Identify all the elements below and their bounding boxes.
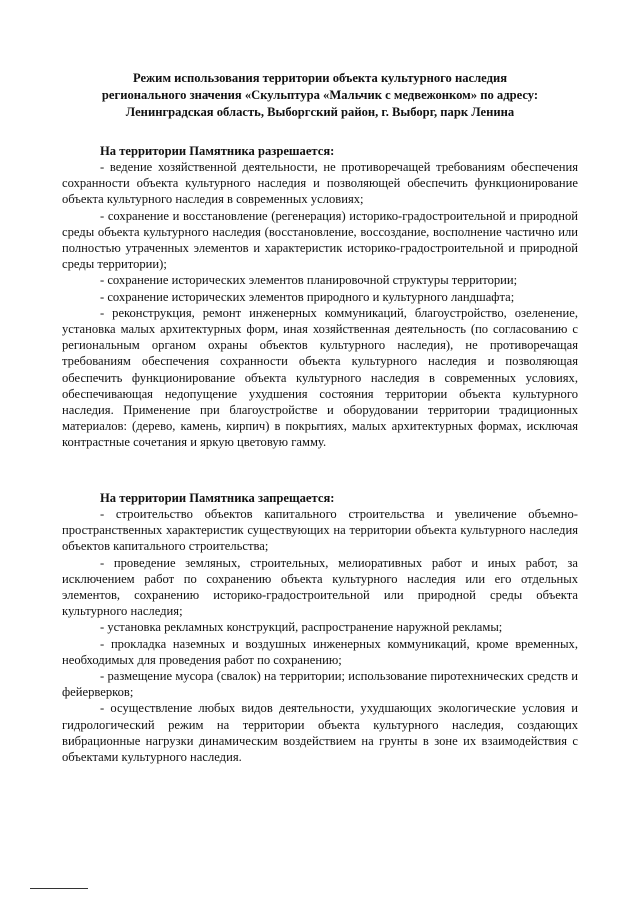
- forbidden-item: - установка рекламных конструкций, распространение наружной рекламы;: [100, 620, 503, 635]
- allowed-item: - ведение хозяйственной деятельности, не противоречащей требованиям обеспечения сохранности объекта культурного наследия и позволяющей обеспечить функционирование объекта культурного наследия в современных условиях;: [62, 160, 578, 207]
- forbidden-item: - размещение мусора (свалок) на территории; использование пиротехнических средств и фейерверков;: [62, 669, 578, 700]
- forbidden-heading: На территории Памятника запрещается:: [100, 491, 335, 505]
- footer-rule: [30, 888, 88, 889]
- forbidden-item: - проведение земляных, строительных, мелиоративных работ и иных работ, за исключением работ по сохранению объекта культурного наследия или его отдельных элементов, сохранению историко-градостроительной или природной среды объекта культурного наследия;: [62, 555, 578, 619]
- allowed-item: - сохранение исторических элементов планировочной структуры территории;: [100, 273, 518, 288]
- forbidden-item: - прокладка наземных и воздушных инженерных коммуникаций, кроме временных, необходимых для проведения работ по сохранению;: [62, 636, 578, 667]
- title-line: Ленинградская область, Выборгский район, г. Выборг, парк Ленина: [125, 105, 515, 119]
- title-line: регионального значения «Скульптура «Мальчик с медвежонком» по адресу:: [101, 88, 539, 102]
- forbidden-list: [62, 506, 578, 765]
- allowed-heading: На территории Памятника разрешается:: [100, 144, 335, 158]
- allowed-item: - реконструкция, ремонт инженерных коммуникаций, благоустройство, озеленение, установка малых архитектурных форм, иная хозяйственная деятельность (по согласованию с региональным органом охраны объектов культурного наследия), не противоречащая требованиям обеспечения сохранности объекта культурного наследия и позволяющая обеспечить функционирование объекта культурного наследия в современных условиях, обеспечивающая недопущение ухудшения состояния территории объекта культурного наследия. Применение при благоустройстве и оборудовании территории традиционных материалов: (дерево, камень, кирпич) в покрытиях, малых архитектурных формах, исключая контрастные сочетания и яркую цветовую гамму.: [62, 305, 578, 450]
- title-line: Режим использования территории объекта культурного наследия: [132, 71, 508, 85]
- forbidden-item: - строительство объектов капитального строительства и увеличение объемно-пространственных характеристик существующих на территории объекта культурного наследия объектов капитального строительства;: [62, 507, 578, 554]
- allowed-list: [62, 159, 578, 451]
- forbidden-item: - осуществление любых видов деятельности, ухудшающих экологические условия и гидрологический режим на территории объекта культурного наследия, создающих вибрационные нагрузки динамическим воздействием на грунты в зоне их взаимодействия с объектами культурного наследия.: [62, 701, 578, 765]
- allowed-item: - сохранение и восстановление (регенерация) историко-градостроительной и природной среды объекта культурного наследия (восстановление, воссоздание, восполнение частично или полностью утраченных элементов и характеристик историко-градостроительной и природной среды территории);: [62, 208, 578, 272]
- document-title: [62, 70, 578, 121]
- allowed-item: - сохранение исторических элементов природного и культурного ландшафта;: [100, 289, 515, 304]
